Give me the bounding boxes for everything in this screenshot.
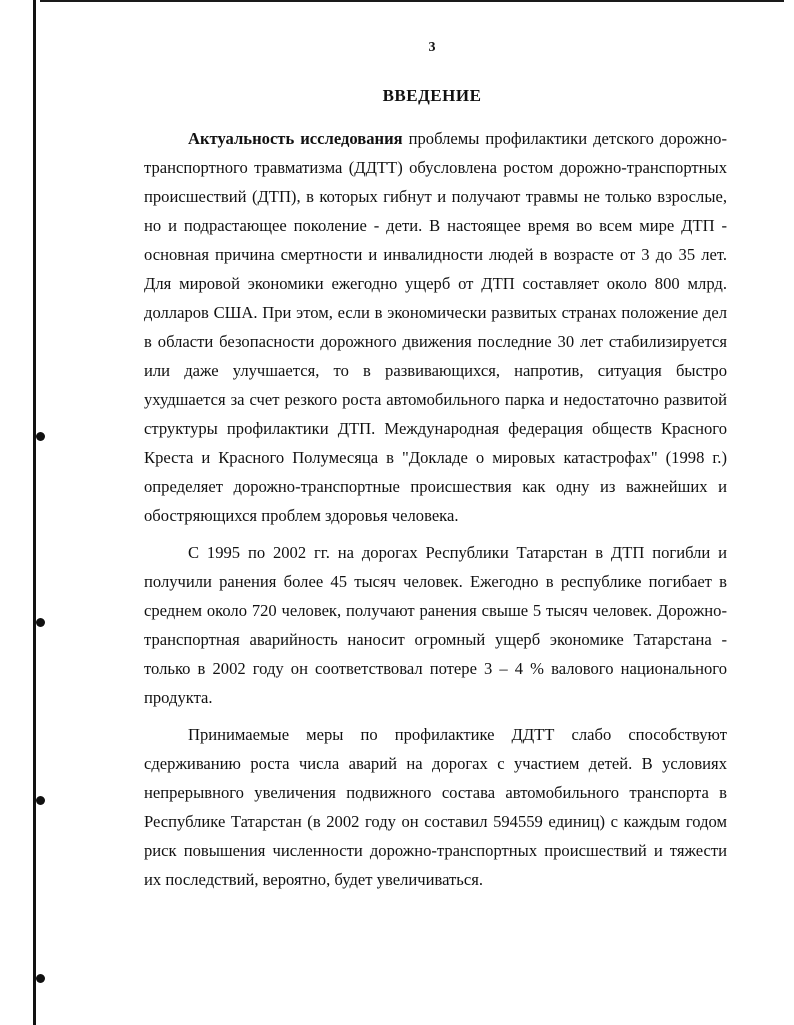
binder-hole-mark [36, 974, 45, 983]
paragraph-statistics: С 1995 по 2002 гг. на дорогах Республики Татарстан в ДТП погибли и получили ранения более 45 тысяч человек. Ежегодно в республике погибает в среднем около 720 человек, получают ранения свыше 5 тысяч человек. Дорожно-транспортная аварийность наносит огромный ущерб экономике Татарстана - только в 2002 году он соответствовал потере 3 – 4 % валового национального продукта. [144, 543, 727, 707]
page-title: ВВЕДЕНИЕ [382, 86, 482, 105]
binder-hole-mark [36, 432, 45, 441]
paragraph-lead: Актуальность исследования [188, 129, 403, 148]
scan-top-edge [40, 0, 784, 2]
binder-hole-mark [36, 796, 45, 805]
binder-hole-mark [36, 618, 45, 627]
paragraph-measures: Принимаемые меры по профилактике ДДТТ слабо способствуют сдерживанию роста числа аварий на дорогах с участием детей. В условиях непрерывного увеличения подвижного состава автомобильного транспорта в Республике Татарстан (в 2002 году он составил 594559 единиц) с каждым годом риск повышения численности дорожно-транспортных происшествий и тяжести их последствий, вероятно, будет увеличиваться. [144, 725, 727, 889]
paragraph-body: проблемы профилактики детского дорожно-транспортного травматизма (ДДТТ) обусловлена ростом дорожно-транспортных происшествий (ДТП), в которых гибнут и получают травмы не только взрослые, но и подрастающее поколение - дети. В настоящее время во всем мире ДТП - основная причина смертности и инвалидности людей в возрасте от 3 до 35 лет. Для мировой экономики ежегодно ущерб от ДТП составляет около 800 млрд. долларов США. При этом, если в экономически развитых странах положение дел в области безопасности дорожного движения последние 30 лет стабилизируется или даже улучшается, то в развивающихся, напротив, ситуация быстро ухудшается за счет резкого роста автомобильного парка и недостаточно развитой структуры профилактики ДТП. Международная федерация обществ Красного Креста и Красного Полумесяца в "Докладе о мировых катастрофах" (1998 г.) определяет дорожно-транспортные происшествия как одну из важнейших и обостряющихся проблем здоровья человека. [144, 129, 727, 525]
paragraph-relevance [144, 124, 727, 530]
scan-left-edge [33, 0, 36, 1025]
body-text [144, 124, 727, 894]
page-number: 3 [428, 40, 436, 55]
